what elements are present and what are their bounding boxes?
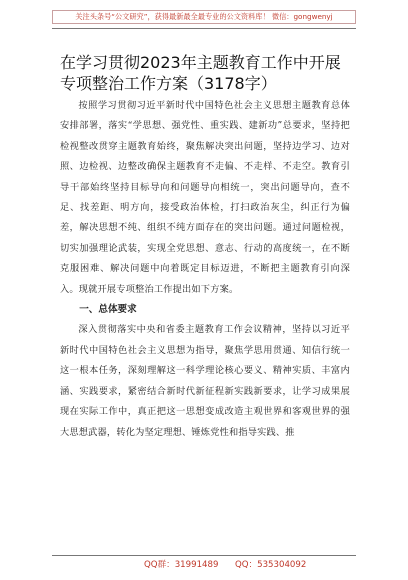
qq-contact-text: QQ：535304092	[235, 560, 307, 570]
section-paragraph: 深入贯彻落实中央和省委主题教育工作会议精神，坚持以习近平新时代中国特色社会主义思想为指导，聚焦学思用贯通、知信行统一这一根本任务，深刻理解这一科学理论核心要义、精神实质、丰富内涵、实践要求，紧密结合新时代新征程新实践新要求，让学习成果展现在实际工作中，真正把这一思想变成改造主观世界和客观世界的强大思想武器，转化为坚定理想、锤炼党性和指导实践、推	[60, 324, 350, 438]
intro-paragraph: 按照学习贯彻习近平新时代中国特色社会主义思想主题教育总体安排部署，落实“学思想、强党性、重实践、建新功”总要求，坚持把检视整改贯穿主题教育始终，聚焦解决突出问题，坚持边学习、边对照、边检视、边整改确保主题教育不走偏、不走样、不走空。教育引导干部始终坚持目标导向和问题导向相统一，突出问题导向，查不足、找差距、明方向，接受政治体检，打扫政治灰尘，纠正行为偏差，解决思想不纯、组织不纯方面存在的突出问题。通过问题检视，切实加强理论武装，实现全党思想、意志、行动的高度统一，在不断克服困难、解决问题中向着既定目标迈进，不断把主题教育引向深入。现就开展专项整治工作提出如下方案。	[60, 100, 350, 295]
document-title: 在学习贯彻2023年主题教育工作中开展专项整治工作方案（3178字）	[60, 53, 341, 93]
header-divider	[52, 28, 356, 29]
page-footer	[52, 555, 356, 571]
document-body	[60, 96, 350, 443]
promo-banner-text: 关注头条号“公文研究”，获得最新最全最专业的公文资料库！ 微信：gongwenyj	[75, 12, 333, 21]
qq-group-text: QQ群：31991489	[144, 560, 219, 570]
section-heading: 一、总体要求	[79, 304, 137, 316]
promo-banner	[52, 10, 356, 24]
footer-divider	[52, 555, 356, 556]
